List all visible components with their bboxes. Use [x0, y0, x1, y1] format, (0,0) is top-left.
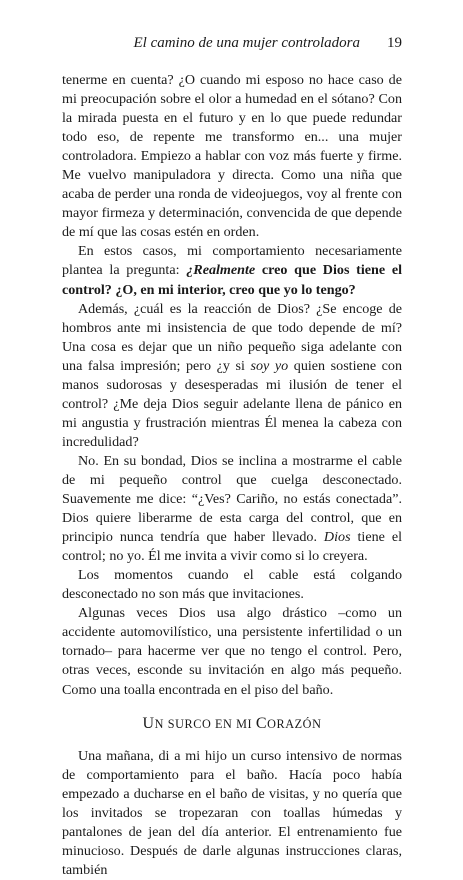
paragraph-text: Los momentos cuando el cable está colgando desconectado no son más que invitaciones.: [62, 567, 402, 603]
paragraph-text: Además, ¿cuál es la reacción de Dios? ¿Se encoge de hombros ante mi insistencia de que todo depende de mí? Una cosa es dejar que un niño pequeño siga adelante con una falsa impresión; pero ¿y si: [62, 300, 402, 374]
italic-word: Dios: [323, 529, 351, 546]
running-title: El camino de una mujer controladora: [133, 35, 360, 51]
paragraph-text: tenerme en cuenta? ¿O cuando mi esposo no hace caso de mi preocupación sobre el olor a humedad en el sótano? Con la mirada puesta en el futuro y en lo que puede redundar todo eso, de repente me transformo en... una mujer controladora. Empiezo a hablar con voz más fuerte y firme. Me vuelvo manipuladora y directa. Como una niña que acaba de perder una ronda de videojuegos, voy al frente con mayor firmeza y determinación, convencida de que depende de mí que las cosas estén en orden.: [62, 72, 402, 241]
paragraph-2: [62, 242, 402, 299]
paragraph-5: [62, 566, 402, 604]
paragraph-text: En estos casos, mi comportamiento necesariamente plantea la pregunta:: [62, 243, 402, 279]
paragraph-text: quien sostiene con manos sudorosas y desesperadas mi ilusión de tener el control? ¿Me deja Dios seguir adelante llena de pánico en mi angustia y frustración mientras Él menea la cabeza con incredulidad?: [62, 357, 403, 450]
paragraph-4: [62, 452, 402, 566]
paragraph-7: [62, 747, 402, 880]
paragraph-text: No. En su bondad, Dios se inclina a mostrarme el cable de mi pequeño control que cuelga desconectado. Suavemente me dice: “¿Ves? Cariño, no estás conectada”. Dios quiere liberarme de esta carga del control, que en principio nunca tendría que haber llevado.: [62, 452, 402, 546]
running-header: [60, 35, 402, 57]
emphasis-word: ¿Realmente: [186, 262, 256, 279]
paragraph-text: Algunas veces Dios usa algo drástico –como un accidente automovilístico, una persistente infertilidad o un tornado– para hacerme ver que no tengo el control. Pero, otras veces, esconde su invitación en algo más pequeño. Como una toalla encontrada en el piso del baño.: [62, 605, 402, 698]
italic-phrase: soy yo: [250, 357, 289, 374]
heading-text: ORAZÓN: [267, 716, 322, 731]
paragraph-3: [62, 300, 402, 452]
paragraph-6: [62, 604, 402, 699]
heading-text: N SURCO EN MI: [154, 716, 256, 731]
heading-initial: C: [255, 714, 268, 732]
emphasis-rest: creo que Dios tiene el control? ¿O, en mi interior, creo que yo lo tengo?: [62, 262, 402, 298]
heading-initial: U: [142, 714, 155, 732]
paragraph-text: Una mañana, di a mi hijo un curso intensivo de normas de comportamiento para el baño. Hacía poco había empezado a ducharse en el baño de visitas, y no quería que los invitados se tropezaran con toallas húmedas y pantalones de jean del día anterior. El entrenamiento fue minucioso. Después de darle algunas instrucciones claras, también: [62, 747, 402, 878]
paragraph-text: tiene el control; no yo. Él me invita a vivir como si lo creyera.: [62, 529, 402, 565]
body-text: [62, 71, 402, 880]
paragraph-1: [62, 71, 402, 242]
page-number: 19: [387, 35, 402, 51]
